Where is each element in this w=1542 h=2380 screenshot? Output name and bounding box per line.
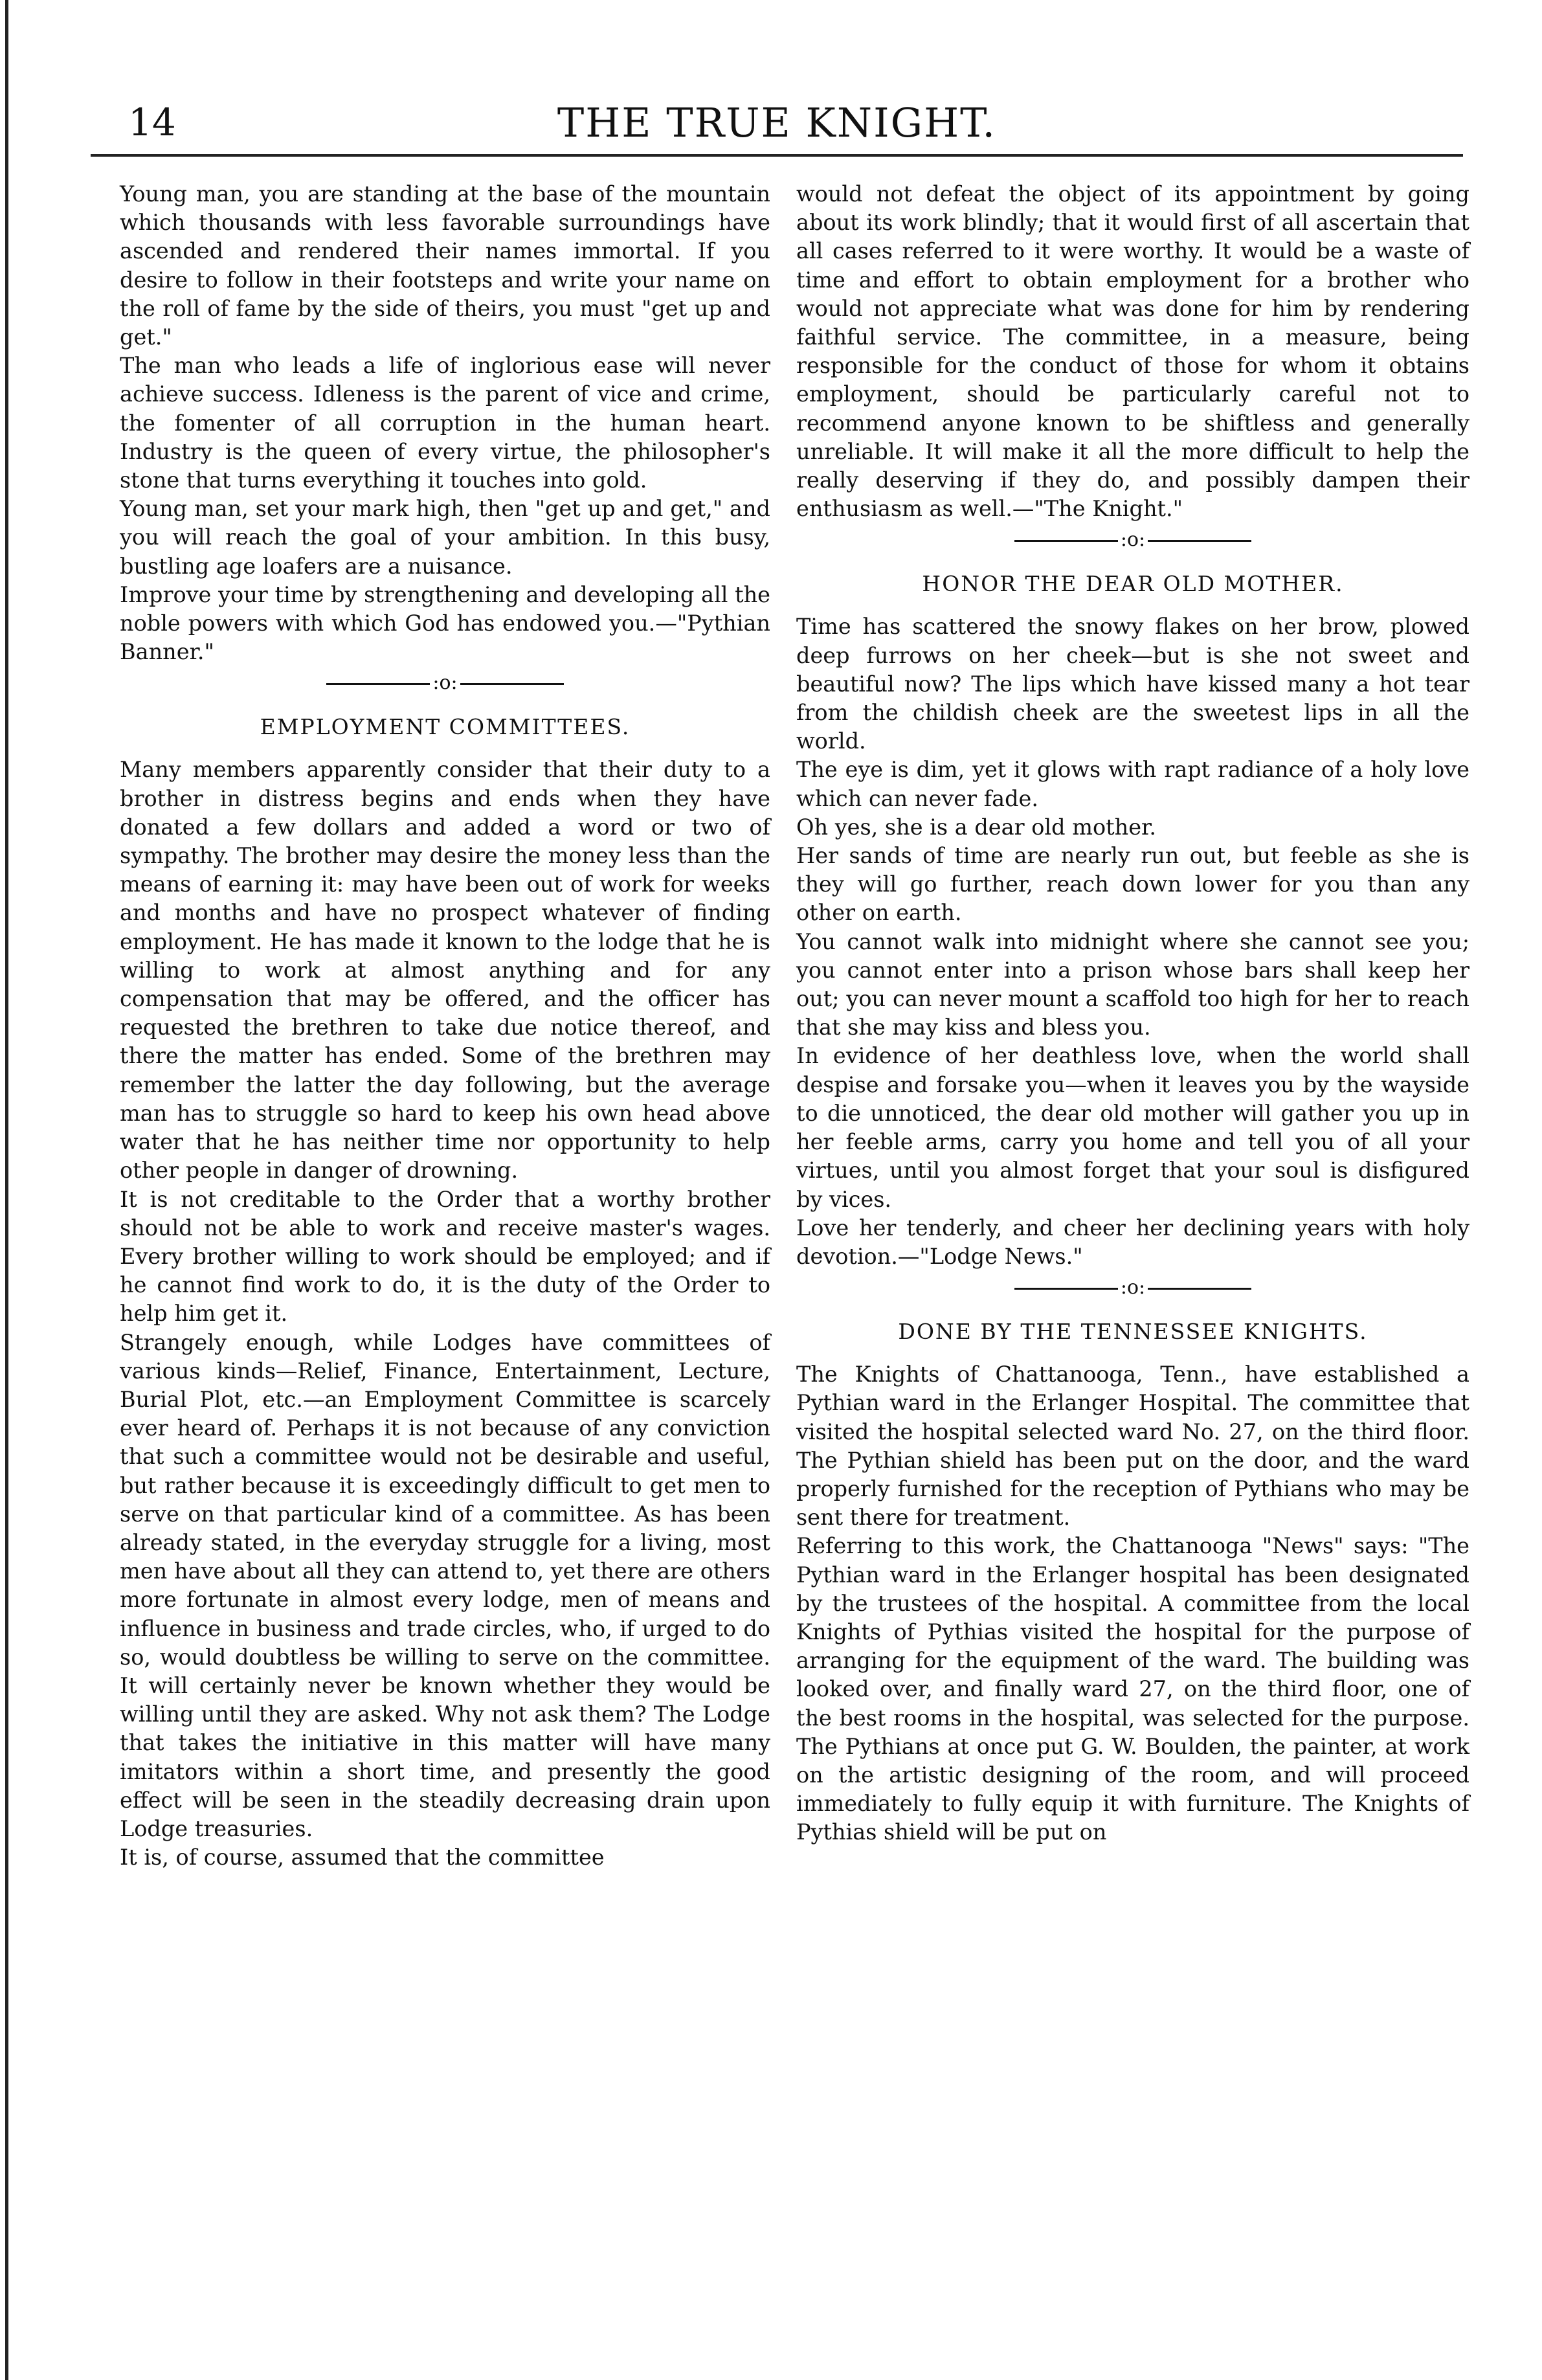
employment-paragraph-2: It is not creditable to the Order that a worthy brother should not be able to work and receive master's wages. Every brother willing to work should be employed; and if he cannot find work to do, it is the duty of the Order to help him get it.	[120, 1186, 770, 1327]
mother-paragraph-6: In evidence of her deathless love, when the world shall despise and forsake you—when it leaves you by the wayside to die unnoticed, the dear old mother will gather you up in her feeble arms, carry you home and tell you of all your virtues, until you almost forget that your soul is disfigured by vices.	[796, 1043, 1469, 1212]
page-edge	[5, 0, 8, 2380]
tennessee-paragraph-2: Referring to this work, the Chattanooga "News" says: "The Pythian ward in the Erlanger hospital has been designated by the trustees of the hospital. A committee from the local Knights of Pythias visited the hospital for the purpose of arranging for the equipment of the ward. The building was looked over, and finally ward 27, on the third floor, one of the best rooms in the hospital, was selected for the purpose. The Pythians at once put G. W. Boulden, the painter, at work on the artistic designing of the room, and will proceed immediately to fully equip it with furniture. The Knights of Pythias shield will be put on	[796, 1533, 1469, 1845]
intro-paragraph-4: Improve your time by strengthening and developing all the noble powers with which God has endowed you.—"Pythian Banner."	[120, 581, 770, 665]
employment-paragraph-4: It is, of course, assumed that the committee	[120, 1845, 605, 1870]
mother-paragraph-2: The eye is dim, yet it glows with rapt radiance of a holy love which can never fade.	[796, 757, 1469, 811]
divider-mark: :o:	[1120, 528, 1146, 552]
mother-paragraph-5: You cannot walk into midnight where she cannot see you; you cannot enter into a prison whose bars shall keep her out; you can never mount a scaffold too high for her to reach that she may kiss and bless you.	[796, 928, 1469, 1040]
section-divider	[796, 527, 1469, 553]
employment-heading: EMPLOYMENT COMMITTEES.	[260, 714, 631, 740]
intro-paragraph-3: Young man, set your mark high, then "get up and get," and you will reach the goal of your ambition. In this busy, bustling age loafers are a nuisance.	[120, 496, 770, 579]
divider-mark: :o:	[1120, 1276, 1146, 1299]
mother-paragraph-3: Oh yes, she is a dear old mother.	[796, 814, 1157, 840]
mother-paragraph-7: Love her tenderly, and cheer her declining years with holy devotion.—"Lodge News."	[796, 1215, 1469, 1269]
intro-paragraph-2: The man who leads a life of inglorious ease will never achieve success. Idleness is the parent of vice and crime, the fomenter of all corruption in the human heart. Industry is the queen of every virtue, the philosopher's stone that turns everything it touches into gold.	[120, 353, 770, 493]
employment-continuation: would not defeat the object of its appointment by going about its work blindly; that it would first of all ascertain that all cases referred to it were worthy. It would be a waste of time and effort to obtain employment for a brother who would not appreciate what was done for him by rendering faithful service. The committee, in a measure, being responsible for the conduct of those for whom it obtains employment, should be particularly careful not to recommend anyone known to be shiftless and generally unreliable. It will make it all the more difficult to help the really deserving if they do, and possibly dampen their enthusiasm as well.—"The Knight."	[796, 181, 1469, 522]
intro-paragraph-1: Young man, you are standing at the base of the mountain which thousands with less favorable surroundings have ascended and rendered their names immortal. If you desire to follow in their footsteps and write your name on the roll of fame by the side of theirs, you must "get up and get."	[120, 181, 770, 350]
employment-paragraph-3: Strangely enough, while Lodges have committees of various kinds—Relief, Finance, Entertainment, Lecture, Burial Plot, etc.—an Employment Committee is scarcely ever heard of. Perhaps it is not because of any conviction that such a committee would not be desirable and useful, but rather because it is exceedingly difficult to get men to serve on that particular kind of a committee. As has been already stated, in the everyday struggle for a living, most men have about all they can attend to, yet there are others more fortunate in almost every lodge, men of means and influence in business and trade circles, who, if urged to do so, would doubtless be willing to serve on the committee. It will certainly never be known whether they would be willing until they are asked. Why not ask them? The Lodge that takes the initiative in this matter will have many imitators within a short time, and presently the good effect will be seen in the steadily decreasing drain upon Lodge treasuries.	[120, 1329, 770, 1841]
divider-mark: :o:	[432, 671, 458, 695]
mother-heading: HONOR THE DEAR OLD MOTHER.	[922, 571, 1344, 597]
section-divider	[120, 670, 770, 696]
left-column	[120, 180, 770, 1872]
mother-paragraph-1: Time has scattered the snowy flakes on her brow, plowed deep furrows on her cheek—but is she not sweet and beautiful now? The lips which have kissed many a hot tear from the childish cheek are the sweetest lips in all the world.	[796, 614, 1469, 754]
right-column	[796, 180, 1469, 1847]
tennessee-heading: DONE BY THE TENNESSEE KNIGHTS.	[898, 1319, 1368, 1345]
tennessee-paragraph-1: The Knights of Chattanooga, Tenn., have established a Pythian ward in the Erlanger Hospital. The committee that visited the hospital selected ward No. 27, on the third floor. The Pythian shield has been put on the door, and the ward properly furnished for the reception of Pythians who may be sent there for treatment.	[796, 1362, 1469, 1531]
mother-paragraph-4: Her sands of time are nearly run out, but feeble as she is they will go further, reach down lower for you than any other on earth.	[796, 843, 1469, 926]
header-rule	[91, 154, 1463, 157]
employment-paragraph-1: Many members apparently consider that their duty to a brother in distress begins and ends when they have donated a few dollars and added a word or two of sympathy. The brother may desire the money less than the means of earning it: may have been out of work for weeks and months and have no prospect whatever of finding employment. He has made it known to the lodge that he is willing to work at almost anything and for any compensation that may be offered, and the officer has requested the brethren to take due notice thereof, and there the matter has ended. Some of the brethren may remember the latter the day following, but the average man has to struggle so hard to keep his own head above water that he has neither time nor opportunity to help other people in danger of drowning.	[120, 757, 770, 1184]
running-title: THE TRUE KNIGHT.	[557, 99, 997, 146]
section-divider	[796, 1275, 1469, 1301]
page-number: 14	[128, 100, 176, 144]
